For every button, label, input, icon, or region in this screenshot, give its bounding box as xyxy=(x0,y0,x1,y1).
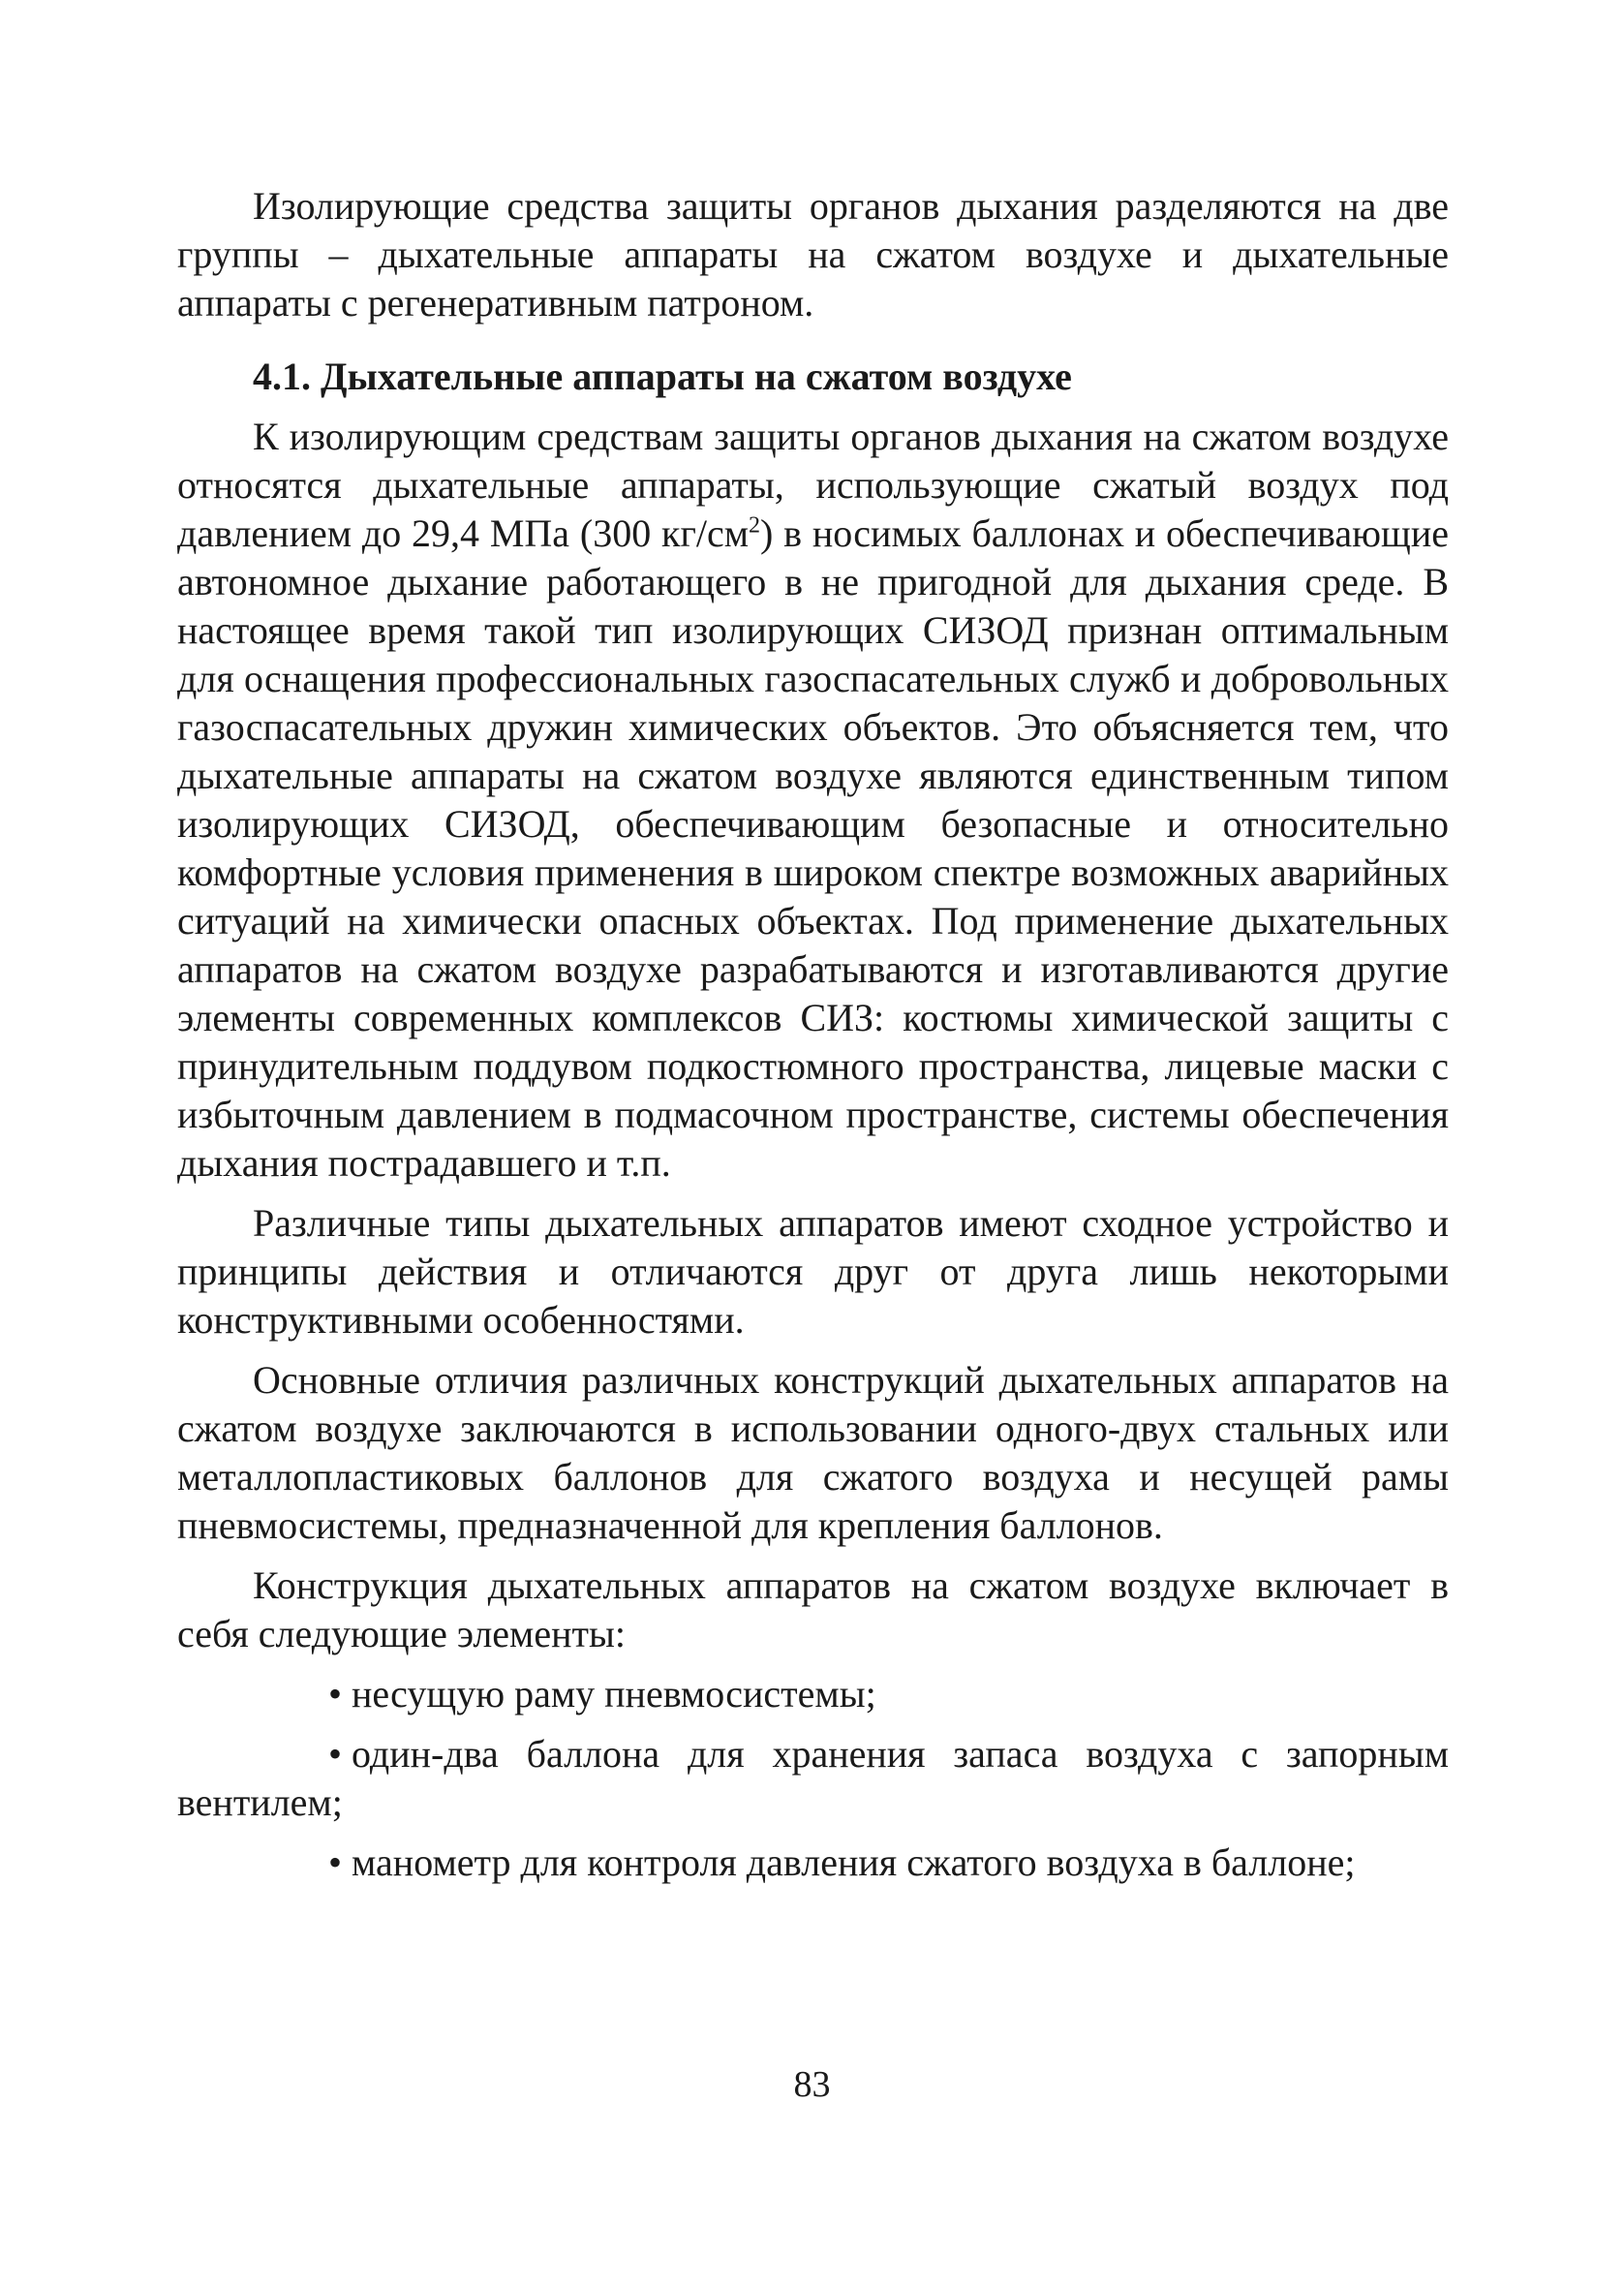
page-number: 83 xyxy=(793,2064,831,2105)
section-heading: 4.1. Дыхательные аппараты на сжатом воздухе xyxy=(253,355,1072,398)
list-item-text: один-два баллона для хранения запаса воздуха с запорным вентилем; xyxy=(177,1732,1449,1824)
document-page xyxy=(177,182,1449,1899)
list-item-text: манометр для контроля давления сжатого воздуха в баллоне; xyxy=(352,1840,1356,1884)
bullet-icon: • xyxy=(328,1672,343,1716)
list-item-text: несущую раму пневмосистемы; xyxy=(352,1672,876,1716)
paragraph-2: Различные типы дыхательных аппаратов имеют сходное устройство и принципы действия и отличаются друг от друга лишь некоторыми конструктивными особенностями. xyxy=(177,1201,1449,1342)
paragraph-1-text-b: ) в носимых баллонах и обеспечивающие автономное дыхание работающего в не пригодной для дыхания среде. В настоящее время такой тип изолирующих СИЗОД признан оптимальным для оснащения профессиональных газоспасательных служб и добровольных газоспасательных дружин химических объектов. Это объясняется тем, что дыхательные аппараты на сжатом воздухе являются единственным типом изолирующих СИЗОД, обеспечивающим безопасные и относительно комфортные условия применения в широком спектре возможных аварийных ситуаций на химически опасных объектах. Под применение дыхательных аппаратов на сжатом воздухе разрабатываются и изготавливаются другие элементы современных комплексов СИЗ: костюмы химической защиты с принудительным поддувом подкостюмного пространства, лицевые маски с избыточным давлением в подмасочном пространстве, системы обеспечения дыхания пострадавшего и т.п. xyxy=(177,511,1450,1185)
paragraph-4: Конструкция дыхательных аппаратов на сжатом воздухе включает в себя следующие элементы: xyxy=(177,1563,1449,1655)
list-item xyxy=(177,1730,1449,1827)
bullet-icon: • xyxy=(328,1840,343,1884)
paragraph-1-text-a: К изолирующим средствам защиты органов дыхания на сжатом воздухе относятся дыхательные аппараты, использующие сжатый воздух под давлением до 29,4 МПа (300 кг/см xyxy=(177,415,1449,555)
list-item xyxy=(177,1839,1449,1887)
list-item xyxy=(177,1670,1449,1718)
paragraph-1 xyxy=(177,413,1449,1188)
superscript-2: 2 xyxy=(749,512,761,539)
intro-paragraph: Изолирующие средства защиты органов дыхания разделяются на две группы – дыхательные аппараты на сжатом воздухе и дыхательные аппараты с регенеративным патроном. xyxy=(177,184,1449,325)
bullet-icon: • xyxy=(328,1732,343,1776)
paragraph-3: Основные отличия различных конструкций дыхательных аппаратов на сжатом воздухе заключаются в использовании одного-двух стальных или металлопластиковых баллонов для сжатого воздуха и несущей рамы пневмосистемы, предназначенной для крепления баллонов. xyxy=(177,1358,1449,1547)
elements-list xyxy=(177,1670,1449,1887)
